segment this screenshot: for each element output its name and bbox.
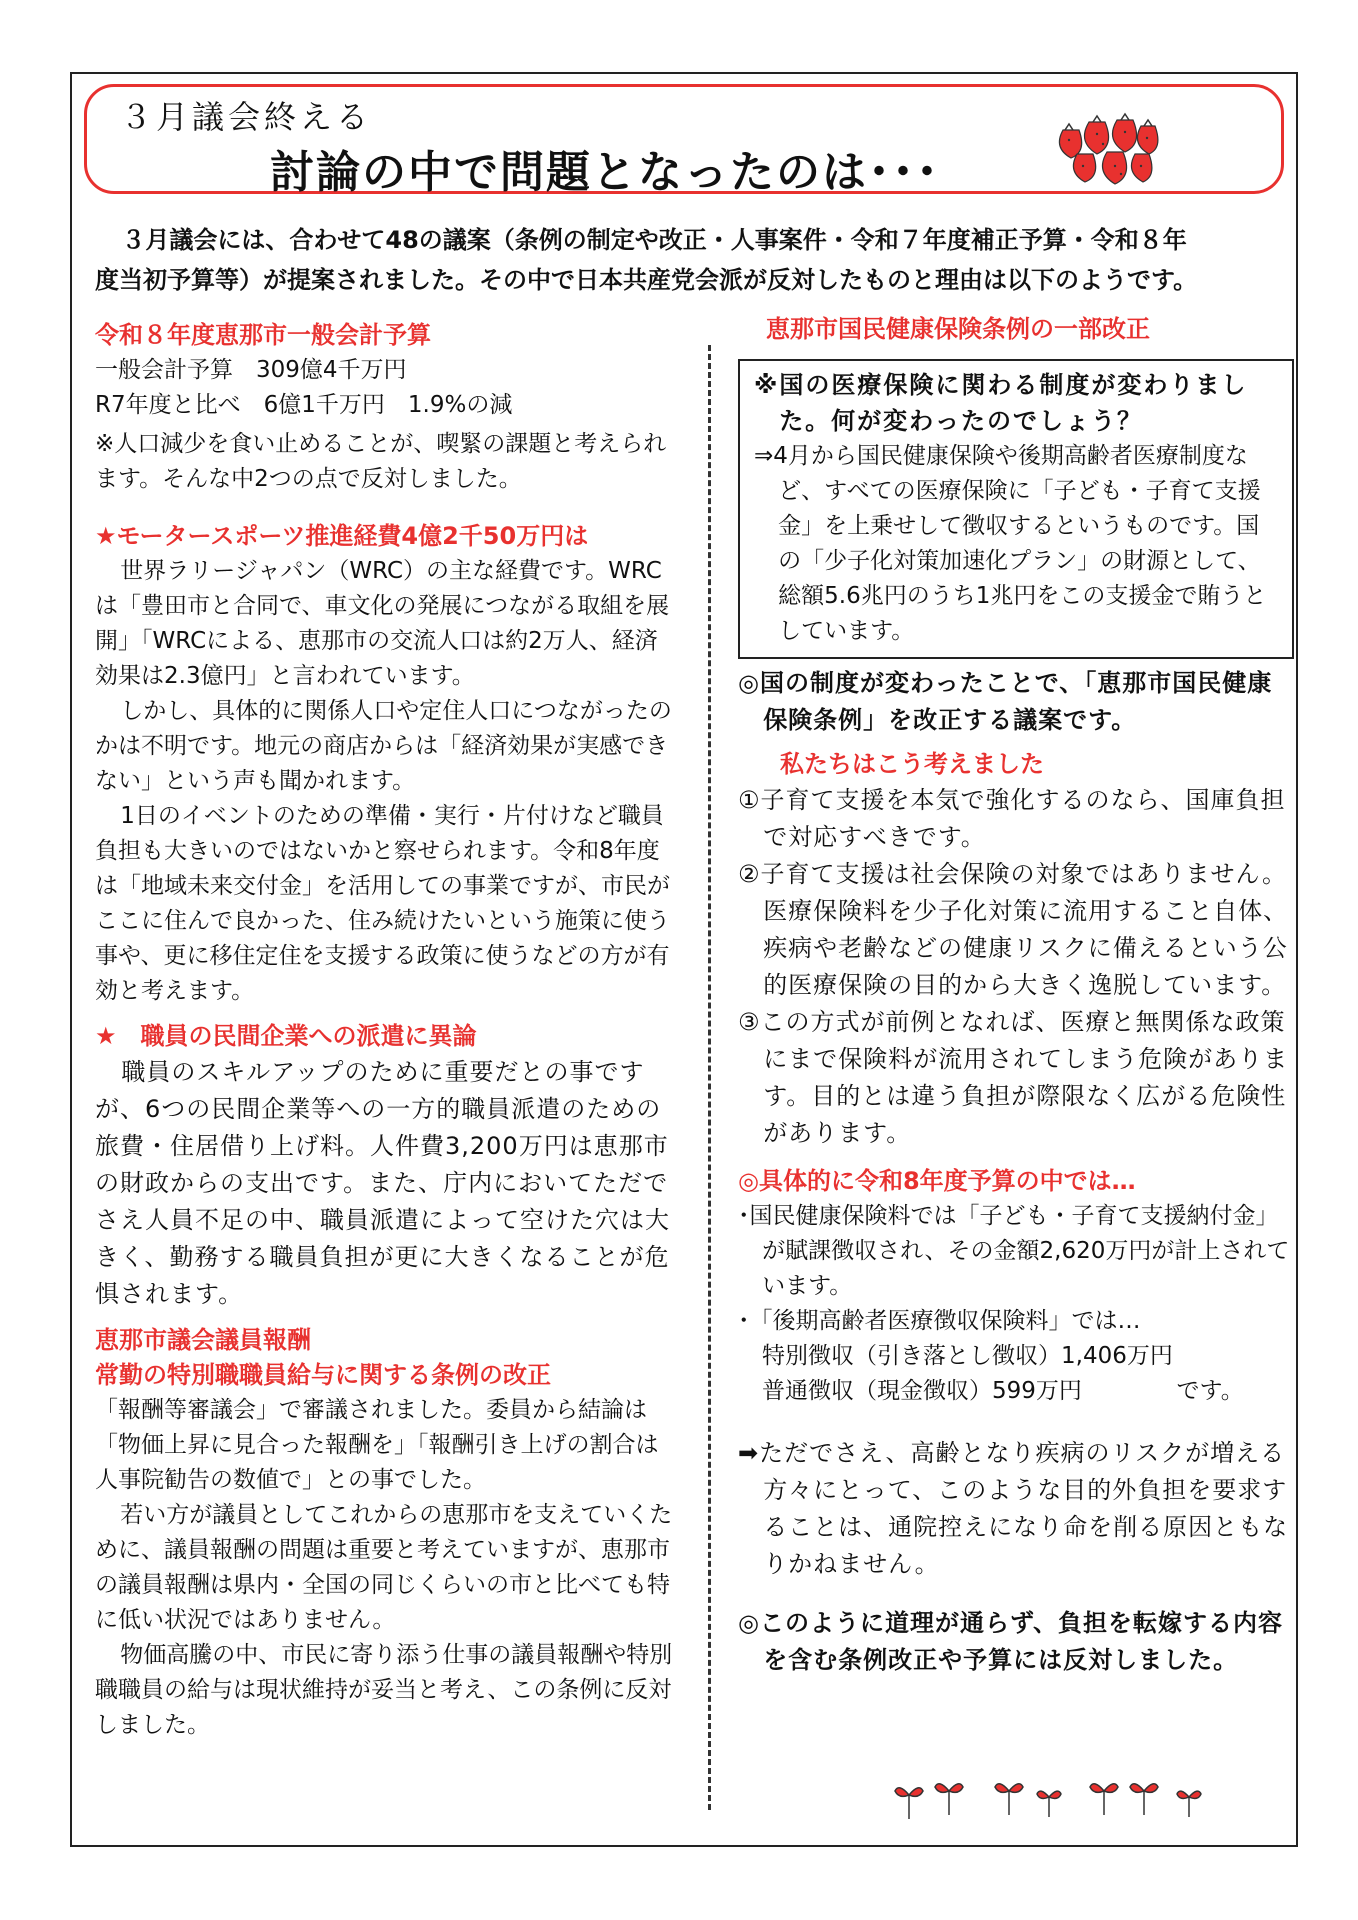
left-column (95, 318, 677, 1743)
right-column (738, 312, 1294, 1679)
explanation-box (738, 359, 1294, 659)
sprout-shape (995, 1784, 1023, 1815)
budget-heading: 令和８年度恵那市一般会計予算 (95, 321, 431, 349)
view-point-2: ②子育て支援は社会保険の対象ではありません。医療保険料を少子化対策に流用すること自体、疾病や老齢などの健康リスクに備えるという公的医療保険の目的から大きく逸脱しています。 (738, 860, 1289, 999)
compensation-p1: 「報酬等審議会」で審議されました。委員から結論は「物価上昇に見合った報酬を」「報酬引き上げの割合は人事院勧告の数値で」との事でした。 (95, 1397, 659, 1493)
normal-collection: 普通徴収（現金徴収）599万円 (762, 1378, 1082, 1404)
strawberry-shape (1113, 120, 1137, 152)
arrow-note: ➡ただでさえ、高齢となり疾病のリスクが増える方々にとって、このような目的外負担を要求することは、通院控えになり命を削る原因ともなりかねません。 (738, 1439, 1289, 1578)
sprout-shape (895, 1788, 923, 1819)
intro-line-1: ３月議会には、合わせて48の議案（条例の制定や改正・人事案件・令和７年度補正予算・令和８年 (121, 226, 1187, 254)
page-title: 討論の中で問題となったのは･･･ (270, 147, 940, 198)
budget-note: ※人口減少を食い止めることが、喫緊の課題と考えられます。そんな中2つの点で反対しました。 (95, 431, 667, 492)
specific-item-2: ･「後期高齢者医療徴収保険料」では… (738, 1308, 1141, 1334)
box-answer: ⇒4月から国民健康保険や後期高齢者医療制度など、すべての医療保険に「子ども・子育て支援金」を上乗せして徴収するというものです。国の「少子化対策加速化プラン」の財源として、総額5.6兆円のうち1兆円をこの支援金で賄うとしています。 (754, 443, 1267, 644)
our-view-heading: 私たちはこう考えました (780, 750, 1044, 778)
sprout-shape (1090, 1784, 1118, 1815)
compensation-heading-2: 常勤の特別職職員給与に関する条例の改正 (95, 1361, 551, 1389)
compensation-p2: 若い方が議員としてこれからの恵那市を支えていくために、議員報酬の問題は重要と考えていますが、恵那市の議員報酬は県内・全国の同じくらいの市と比べても特に低い状況ではありません。 (95, 1502, 673, 1633)
compensation-heading-1: 恵那市議会議員報酬 (95, 1326, 311, 1354)
budget-line-compare: R7年度と比べ 6億1千万円 1.9%の減 (95, 392, 513, 418)
sprout-shape (1037, 1791, 1061, 1817)
specific-heading: ◎具体的に令和8年度予算の中では… (738, 1167, 1136, 1195)
strawberry-shape (1073, 154, 1095, 182)
strawberry-shape (1137, 126, 1157, 154)
normal-collection-suffix: です。 (1176, 1378, 1244, 1404)
special-collection: 特別徴収（引き落とし徴収）1,406万円 (762, 1343, 1173, 1369)
motorsports-p3: 1日のイベントのための準備・実行・片付けなど職員負担も大きいのではないかと察せられます。令和8年度は「地域未来交付金」を活用しての事業ですが、市民がここに住んで良かった、住み続けたいという施策に使う事や、更に移住定住を支援する政策に使うなどの方が有効と考えます。 (95, 803, 670, 1004)
strawberry-shape (1103, 152, 1127, 184)
compensation-p3: 物価高騰の中、市民に寄り添う仕事の議員報酬や特別職職員の給与は現状維持が妥当と考え、この条例に反対しました。 (95, 1642, 673, 1738)
title-subtitle: ３月議会終える (120, 98, 373, 136)
motorsports-p2: しかし、具体的に関係人口や定住人口につながったのかは不明です。地元の商店からは「経済効果が実感できない」という声も聞かれます。 (95, 698, 672, 794)
sprout-shape (1130, 1784, 1158, 1815)
budget-line-total: 一般会計予算 309億4千万円 (95, 357, 407, 383)
sprout-decoration (885, 1775, 1225, 1819)
strawberry-illustration (1045, 100, 1165, 190)
conclusion: ◎このように道理が通らず、負担を転嫁する内容を含む条例改正や予算には反対しました。 (738, 1609, 1284, 1674)
motorsports-heading: ★モータースポーツ推進経費4億2千50万円は (95, 522, 589, 550)
normal-collection-row (738, 1374, 1294, 1409)
view-point-3: ③この方式が前例となれば、医療と無関係な政策にまで保険料が流用されてしまう危険があります。目的とは違う負担が際限なく広がる危険性があります。 (738, 1008, 1289, 1147)
strawberry-shape (1131, 154, 1151, 182)
view-point-1: ①子育て支援を本気で強化するのなら、国庫負担で対応すべきです。 (738, 786, 1286, 851)
sprout-shape (1177, 1791, 1201, 1817)
sprout-shape (935, 1784, 963, 1815)
intro-line-2: 度当初予算等）が提案されました。その中で日本共産党会派が反対したものと理由は以下のようです。 (95, 266, 1198, 294)
column-divider (708, 345, 711, 1810)
box-question: ※国の医療保険に関わる制度が変わりました。何が変わったのでしょう？ (754, 371, 1248, 435)
strawberry-shape (1085, 122, 1109, 154)
motorsports-p1: 世界ラリージャパン（WRC）の主な経費です。WRCは「豊田市と合同で、車文化の発展につながる取組を展開」「WRCによる、恵那市の交流人口は約2万人、経済効果は2.3億円」と言われています。 (95, 558, 670, 689)
bill-note: ◎国の制度が変わったことで、「恵那市国民健康保険条例」を改正する議案です。 (738, 669, 1273, 734)
specific-item-1: ･国民健康保険料では「子ども・子育て支援納付金」が賦課徴収され、その金額2,620万円が計上されています。 (738, 1203, 1290, 1299)
dispatch-p1: 職員のスキルアップのために重要だとの事ですが、6つの民間企業等への一方的職員派遣のための旅費・住居借り上げ料。人件費3,200万円は恵那市の財政からの支出です。また、庁内においてただでさえ人員不足の中、職員派遣によって空けた穴は大きく、勤務する職員負担が更に大きくなることが危惧されます。 (95, 1058, 670, 1308)
intro-text (95, 220, 1285, 300)
dispatch-heading: ★ 職員の民間企業への派遣に異論 (95, 1022, 477, 1050)
nhi-heading: 恵那市国民健康保険条例の一部改正 (766, 315, 1150, 343)
